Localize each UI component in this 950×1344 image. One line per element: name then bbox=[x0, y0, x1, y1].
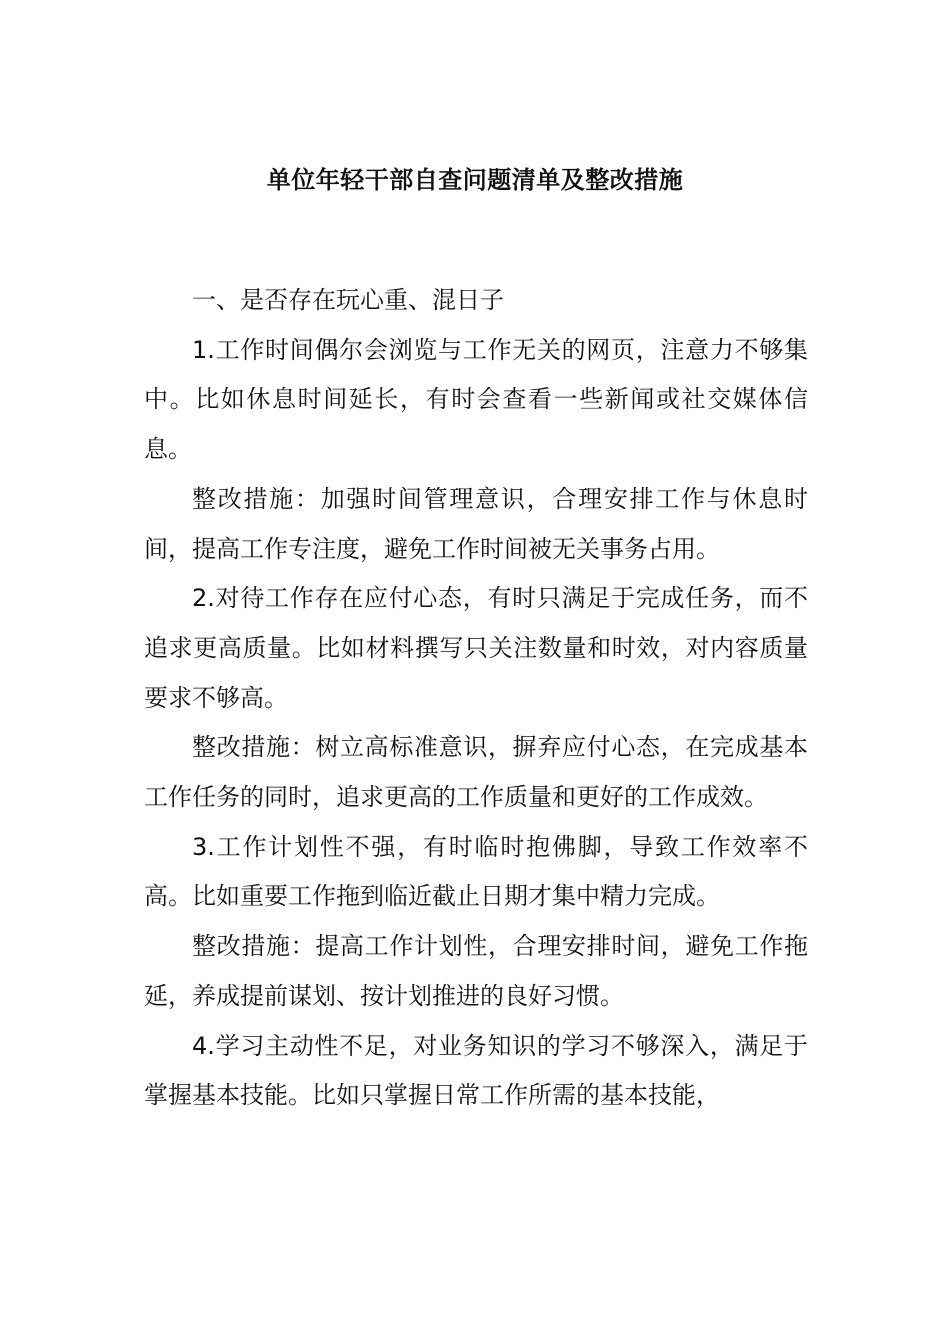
paragraph-item-1: 1.工作时间偶尔会浏览与工作无关的网页，注意力不够集中。比如休息时间延长，有时会查看一些新闻或社交媒体信息。 bbox=[144, 335, 808, 464]
document-title: 单位年轻干部自查问题清单及整改措施 bbox=[266, 166, 684, 194]
paragraph-rectification-2: 整改措施：树立高标准意识，摒弃应付心态，在完成基本工作任务的同时，追求更高的工作质量和更好的工作成效。 bbox=[144, 733, 808, 812]
paragraph-rectification-1: 整改措施：加强时间管理意识，合理安排工作与休息时间，提高工作专注度，避免工作时间被无关事务占用。 bbox=[144, 484, 808, 563]
paragraph-item-2: 2.对待工作存在应付心态，有时只满足于完成任务，而不追求更高质量。比如材料撰写只关注数量和时效，对内容质量要求不够高。 bbox=[144, 584, 808, 712]
paragraph-rectification-3: 整改措施：提高工作计划性，合理安排时间，避免工作拖延，养成提前谋划、按计划推进的良好习惯。 bbox=[144, 932, 808, 1010]
document-body bbox=[144, 276, 808, 1121]
paragraph-item-3: 3.工作计划性不强，有时临时抱佛脚，导致工作效率不高。比如重要工作拖到临近截止日期才集中精力完成。 bbox=[144, 832, 808, 911]
paragraph-item-4: 4.学习主动性不足，对业务知识的学习不够深入，满足于掌握基本技能。比如只掌握日常工作所需的基本技能， bbox=[144, 1031, 808, 1110]
section-heading-1: 一、是否存在玩心重、混日子 bbox=[192, 286, 504, 314]
